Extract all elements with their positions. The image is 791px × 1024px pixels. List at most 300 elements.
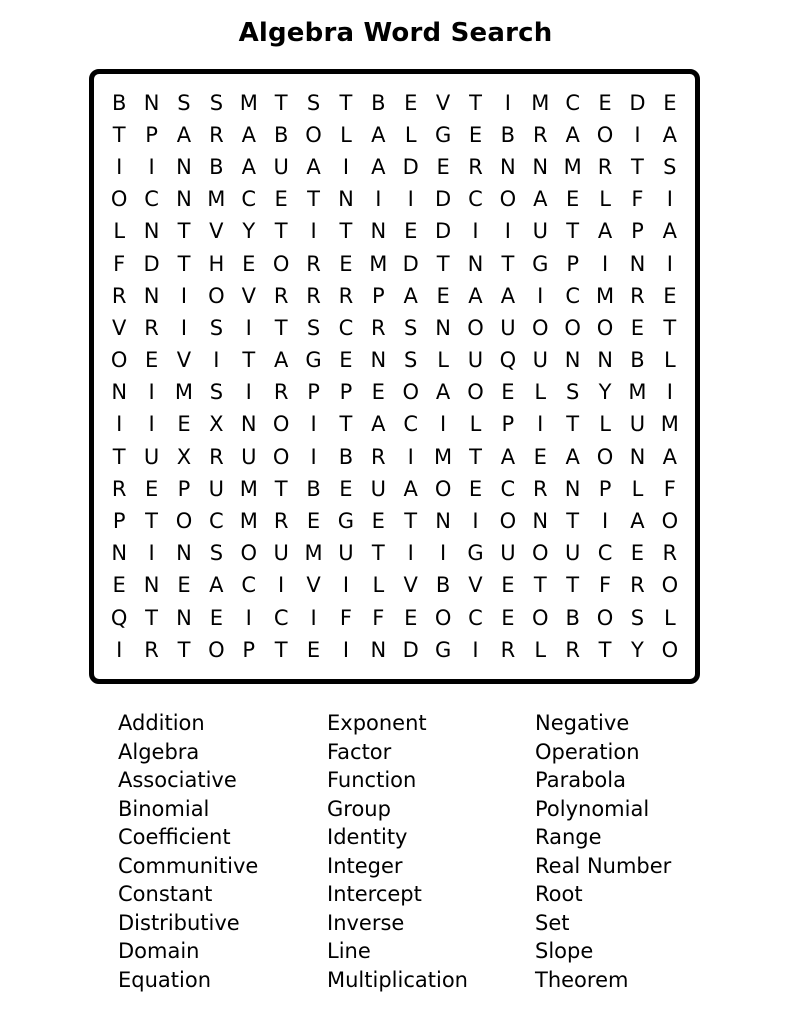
grid-letter: B xyxy=(371,90,386,115)
grid-letter: V xyxy=(435,90,451,115)
grid-letter: U xyxy=(273,154,289,179)
grid-letter: E xyxy=(436,283,450,308)
grid-letter: U xyxy=(564,541,581,566)
grid-letter: D xyxy=(435,187,452,212)
grid-letter: E xyxy=(501,605,515,630)
grid-letter: O xyxy=(596,315,614,340)
grid-letter: A xyxy=(241,154,256,179)
grid-letter: R xyxy=(532,122,548,147)
grid-letter: N xyxy=(240,412,257,437)
grid-letter: O xyxy=(434,476,452,501)
grid-letter: U xyxy=(500,541,516,566)
grid-letter: M xyxy=(531,90,550,115)
grid-letter: O xyxy=(240,541,258,566)
grid-letter: T xyxy=(566,412,580,437)
grid-letter: O xyxy=(208,637,225,662)
grid-letter: L xyxy=(437,348,449,373)
grid-letter: T xyxy=(371,541,385,566)
grid-letter: R xyxy=(209,444,224,469)
grid-letter: H xyxy=(208,251,225,276)
word-list-item: Polynomial xyxy=(535,796,650,821)
grid-letter: O xyxy=(532,541,549,566)
grid-letter: T xyxy=(177,219,191,244)
grid-letter: D xyxy=(143,251,160,276)
grid-letter: O xyxy=(175,509,193,534)
grid-letter: M xyxy=(304,541,323,566)
word-list-item: Associative xyxy=(118,768,237,792)
grid-letter: E xyxy=(436,154,450,179)
grid-letter: O xyxy=(661,509,679,534)
grid-letter: P xyxy=(371,283,385,308)
grid-letter: S xyxy=(209,541,224,566)
grid-letter: I xyxy=(407,541,414,566)
grid-letter: I xyxy=(310,219,317,244)
grid-letter: O xyxy=(661,573,679,598)
grid-letter: I xyxy=(407,444,414,469)
grid-letter: O xyxy=(402,380,419,405)
word-list-item: Binomial xyxy=(118,796,210,821)
grid-letter: S xyxy=(663,154,677,179)
grid-letter: T xyxy=(566,573,580,598)
grid-letter: I xyxy=(537,283,544,308)
grid-letter: N xyxy=(143,219,160,244)
grid-letter: V xyxy=(241,283,256,308)
grid-letter: I xyxy=(342,637,350,662)
grid-letter: B xyxy=(338,444,354,469)
grid-letter: R xyxy=(111,476,127,501)
grid-letter: A xyxy=(565,444,580,469)
grid-letter: I xyxy=(310,412,317,437)
page-title: Algebra Word Search xyxy=(238,18,553,48)
grid-letter: E xyxy=(112,573,126,598)
grid-letter: T xyxy=(339,412,353,437)
grid-letter: M xyxy=(239,90,258,115)
grid-letter: O xyxy=(208,283,225,308)
grid-letter: B xyxy=(111,90,127,115)
grid-letter: R xyxy=(306,251,321,276)
grid-letter: N xyxy=(597,348,613,373)
grid-letter: I xyxy=(148,412,155,437)
grid-letter: I xyxy=(375,187,382,212)
grid-letter: G xyxy=(532,251,549,276)
grid-letter: T xyxy=(566,509,580,534)
grid-letter: N xyxy=(532,509,549,534)
grid-letter: T xyxy=(274,637,288,662)
grid-letter: R xyxy=(209,122,224,147)
grid-letter: E xyxy=(177,573,191,598)
grid-letter: X xyxy=(209,412,224,437)
grid-letter: R xyxy=(565,637,580,662)
grid-letter: A xyxy=(403,476,418,501)
grid-letter: C xyxy=(241,187,257,212)
grid-letter: T xyxy=(469,90,482,115)
grid-letter: O xyxy=(596,444,614,469)
word-list-item: Identity xyxy=(327,825,408,849)
grid-letter: B xyxy=(565,605,580,630)
grid-letter: C xyxy=(500,476,516,501)
grid-letter: R xyxy=(500,637,516,662)
grid-letter: E xyxy=(144,476,159,501)
grid-letter: E xyxy=(339,348,353,373)
grid-letter: R xyxy=(371,315,386,340)
grid-letter: I xyxy=(342,573,350,598)
grid-letter: L xyxy=(372,573,385,598)
grid-letter: B xyxy=(435,573,451,598)
grid-letter: T xyxy=(501,251,515,276)
grid-letter: S xyxy=(630,605,645,630)
grid-letter: N xyxy=(435,509,451,534)
word-list-item: Operation xyxy=(535,739,640,764)
grid-letter: F xyxy=(599,573,612,598)
grid-letter: E xyxy=(598,90,612,115)
grid-letter: T xyxy=(274,476,288,501)
grid-letter: O xyxy=(564,315,581,340)
grid-letter: I xyxy=(472,219,479,244)
grid-letter: S xyxy=(209,380,224,405)
grid-letter: E xyxy=(468,476,483,501)
grid-letter: I xyxy=(666,251,673,276)
grid-letter: G xyxy=(434,122,452,147)
grid-letter: T xyxy=(404,509,418,534)
grid-letter: T xyxy=(242,348,256,373)
grid-letter: U xyxy=(208,476,225,501)
grid-letter: A xyxy=(630,509,645,534)
grid-letter: A xyxy=(662,444,678,469)
grid-letter: C xyxy=(468,187,483,212)
grid-letter: F xyxy=(113,251,126,276)
grid-letter: P xyxy=(177,476,191,501)
grid-letter: U xyxy=(500,315,516,340)
grid-letter: F xyxy=(631,187,644,212)
grid-letter: L xyxy=(534,380,547,405)
grid-letter: Y xyxy=(598,380,612,405)
grid-letter: A xyxy=(371,412,386,437)
grid-letter: S xyxy=(565,380,580,405)
grid-letter: B xyxy=(630,348,645,373)
grid-letter: I xyxy=(601,251,609,276)
grid-letter: E xyxy=(371,509,385,534)
grid-letter: U xyxy=(629,412,646,437)
grid-letter: A xyxy=(500,283,516,308)
grid-letter: A xyxy=(176,122,192,147)
grid-letter: O xyxy=(661,637,679,662)
grid-letter: E xyxy=(306,637,321,662)
grid-letter: N xyxy=(176,605,192,630)
grid-letter: E xyxy=(274,187,288,212)
grid-letter: T xyxy=(469,444,482,469)
grid-letter: O xyxy=(272,444,290,469)
grid-letter: S xyxy=(404,315,418,340)
grid-letter: M xyxy=(660,412,679,437)
grid-letter: T xyxy=(436,251,450,276)
grid-letter: O xyxy=(499,509,517,534)
grid-letter: N xyxy=(176,154,192,179)
grid-letter: M xyxy=(434,444,453,469)
grid-letter: B xyxy=(209,154,224,179)
grid-letter: L xyxy=(404,122,417,147)
word-list-item: Equation xyxy=(118,967,212,992)
word-list-item: Root xyxy=(535,882,583,906)
word-list-item: Constant xyxy=(118,882,213,906)
grid-letter: N xyxy=(176,541,192,566)
grid-letter: P xyxy=(598,476,612,501)
grid-letter: C xyxy=(144,187,159,212)
grid-letter: M xyxy=(369,251,388,276)
grid-letter: E xyxy=(404,605,418,630)
grid-letter: T xyxy=(566,219,580,244)
grid-letter: N xyxy=(435,315,451,340)
grid-letter: P xyxy=(566,251,579,276)
grid-letter: R xyxy=(371,444,386,469)
grid-letter: L xyxy=(469,412,482,437)
grid-letter: R xyxy=(662,541,678,566)
grid-letter: A xyxy=(662,122,678,147)
grid-letter: C xyxy=(209,509,224,534)
grid-letter: P xyxy=(307,380,320,405)
word-list-item: Intercept xyxy=(327,882,422,906)
word-list-item: Theorem xyxy=(535,967,629,992)
grid-letter: T xyxy=(339,219,353,244)
grid-letter: T xyxy=(631,154,644,179)
grid-letter: N xyxy=(143,90,160,115)
grid-letter: I xyxy=(116,412,123,437)
grid-letter: I xyxy=(310,444,317,469)
grid-letter: T xyxy=(145,509,158,534)
grid-letter: I xyxy=(537,412,544,437)
grid-letter: E xyxy=(630,315,645,340)
grid-letter: G xyxy=(305,348,322,373)
grid-letter: I xyxy=(666,187,673,212)
grid-letter: I xyxy=(116,637,123,662)
grid-letter: T xyxy=(339,90,353,115)
grid-letter: I xyxy=(472,509,479,534)
grid-letter: O xyxy=(467,380,484,405)
grid-letter: O xyxy=(596,122,614,147)
grid-letter: V xyxy=(209,219,224,244)
grid-letter: I xyxy=(504,90,511,115)
grid-letter: U xyxy=(143,444,160,469)
grid-letter: S xyxy=(177,90,191,115)
grid-letter: I xyxy=(148,380,155,405)
word-list-item: Algebra xyxy=(118,739,200,764)
grid-letter: E xyxy=(339,251,353,276)
grid-letter: A xyxy=(597,219,613,244)
grid-letter: C xyxy=(338,315,354,340)
grid-letter: A xyxy=(371,154,386,179)
grid-letter: O xyxy=(110,187,128,212)
grid-letter: A xyxy=(209,573,224,598)
grid-letter: B xyxy=(306,476,321,501)
grid-letter: R xyxy=(468,154,483,179)
grid-letter: P xyxy=(339,380,353,405)
grid-letter: E xyxy=(404,90,418,115)
grid-letter: I xyxy=(342,154,350,179)
grid-letter: R xyxy=(111,283,127,308)
grid-letter: E xyxy=(177,412,191,437)
grid-letter: R xyxy=(532,476,548,501)
grid-letter: N xyxy=(143,283,160,308)
grid-letter: D xyxy=(435,219,452,244)
grid-letter: S xyxy=(404,348,418,373)
grid-letter: N xyxy=(564,348,581,373)
grid-letter: E xyxy=(339,476,353,501)
grid-letter: E xyxy=(630,541,645,566)
grid-letter: C xyxy=(403,412,419,437)
word-list-item: Slope xyxy=(535,939,594,963)
word-list-item: Function xyxy=(327,768,417,792)
grid-letter: N xyxy=(629,251,646,276)
grid-letter: M xyxy=(207,187,226,212)
grid-letter: I xyxy=(148,154,155,179)
grid-letter: R xyxy=(338,283,354,308)
word-list-item: Negative xyxy=(535,711,630,735)
grid-letter: S xyxy=(209,315,224,340)
grid-letter: E xyxy=(144,348,159,373)
grid-letter: C xyxy=(597,541,613,566)
grid-letter: A xyxy=(241,122,256,147)
grid-letter: F xyxy=(663,476,676,501)
grid-letter: O xyxy=(596,605,614,630)
grid-letter: R xyxy=(630,573,645,598)
grid-letter: U xyxy=(370,476,386,501)
grid-letter: C xyxy=(565,283,580,308)
grid-letter: T xyxy=(598,637,612,662)
grid-letter: N xyxy=(532,154,549,179)
grid-letter: M xyxy=(239,476,258,501)
grid-letter: O xyxy=(467,315,484,340)
grid-letter: E xyxy=(501,573,515,598)
grid-letter: N xyxy=(338,187,354,212)
grid-letter: O xyxy=(272,412,290,437)
grid-letter: L xyxy=(599,412,611,437)
grid-letter: R xyxy=(144,637,159,662)
grid-letter: A xyxy=(468,283,483,308)
grid-letter: A xyxy=(306,154,321,179)
grid-letter: I xyxy=(245,315,252,340)
grid-letter: F xyxy=(372,605,385,630)
grid-letter: T xyxy=(112,122,126,147)
word-list xyxy=(0,709,791,1009)
grid-letter: M xyxy=(174,380,194,405)
grid-letter: C xyxy=(565,90,580,115)
grid-letter: I xyxy=(245,380,252,405)
grid-letter: L xyxy=(663,348,676,373)
grid-letter: O xyxy=(110,348,128,373)
grid-letter: B xyxy=(500,122,516,147)
grid-letter: N xyxy=(370,348,387,373)
grid-letter: I xyxy=(213,348,220,373)
word-column-1 xyxy=(118,709,258,994)
grid-letter: G xyxy=(434,637,452,662)
grid-letter: M xyxy=(563,154,582,179)
word-list-item: Range xyxy=(535,825,602,849)
grid-letter: N xyxy=(370,637,387,662)
letter-grid xyxy=(103,87,687,666)
grid-letter: O xyxy=(305,122,322,147)
grid-letter: I xyxy=(180,315,188,340)
word-list-item: Integer xyxy=(327,853,403,878)
grid-letter: E xyxy=(566,187,580,212)
grid-letter: A xyxy=(371,122,386,147)
grid-letter: T xyxy=(274,90,288,115)
grid-letter: C xyxy=(273,605,289,630)
grid-letter: E xyxy=(404,219,418,244)
grid-letter: I xyxy=(472,637,479,662)
grid-letter: S xyxy=(306,90,321,115)
grid-letter: N xyxy=(629,444,646,469)
grid-letter: T xyxy=(145,605,158,630)
grid-letter: I xyxy=(440,412,447,437)
grid-letter: O xyxy=(532,605,549,630)
grid-letter: C xyxy=(241,573,257,598)
grid-letter: L xyxy=(631,476,644,501)
grid-letter: T xyxy=(112,444,126,469)
grid-letter: N xyxy=(111,380,128,405)
grid-letter: M xyxy=(595,283,615,308)
grid-letter: E xyxy=(371,380,385,405)
grid-letter: D xyxy=(629,90,646,115)
grid-letter: Q xyxy=(499,348,517,373)
word-column-3 xyxy=(535,709,671,994)
grid-letter: I xyxy=(180,283,188,308)
grid-letter: D xyxy=(402,251,419,276)
grid-letter: Y xyxy=(242,219,256,244)
grid-letter: M xyxy=(239,509,258,534)
grid-letter: I xyxy=(634,122,641,147)
grid-letter: O xyxy=(532,315,549,340)
grid-letter: Y xyxy=(631,637,644,662)
word-list-item: Addition xyxy=(118,711,205,735)
grid-letter: V xyxy=(306,573,321,598)
grid-letter: A xyxy=(533,187,548,212)
word-list-item: Parabola xyxy=(535,768,626,792)
word-list-item: Multiplication xyxy=(327,967,468,992)
grid-letter: R xyxy=(273,283,289,308)
grid-letter: U xyxy=(532,348,548,373)
word-list-item: Exponent xyxy=(327,711,427,735)
grid-letter: C xyxy=(468,605,483,630)
grid-letter: A xyxy=(500,444,516,469)
word-list-item: Group xyxy=(327,796,391,821)
grid-letter: G xyxy=(337,509,355,534)
grid-letter: R xyxy=(306,283,321,308)
grid-letter: N xyxy=(143,573,160,598)
word-column-2 xyxy=(327,709,468,994)
grid-letter: U xyxy=(467,348,484,373)
grid-letter: T xyxy=(274,315,288,340)
word-list-item: Communitive xyxy=(118,853,259,878)
grid-letter: S xyxy=(306,315,321,340)
grid-letter: A xyxy=(273,348,289,373)
grid-letter: I xyxy=(245,605,252,630)
grid-letter: Q xyxy=(110,605,128,630)
grid-letter: N xyxy=(500,154,516,179)
grid-letter: I xyxy=(666,380,673,405)
grid-letter: T xyxy=(533,573,547,598)
grid-letter: T xyxy=(177,637,191,662)
grid-letter: R xyxy=(597,154,613,179)
grid-letter: P xyxy=(501,412,515,437)
grid-letter: V xyxy=(468,573,483,598)
grid-letter: P xyxy=(242,637,256,662)
grid-letter: S xyxy=(209,90,224,115)
word-list-item: Domain xyxy=(118,939,200,963)
grid-letter: I xyxy=(310,605,317,630)
grid-letter: T xyxy=(274,219,288,244)
grid-letter: E xyxy=(209,605,223,630)
grid-letter: N xyxy=(176,187,192,212)
grid-letter: A xyxy=(403,283,418,308)
